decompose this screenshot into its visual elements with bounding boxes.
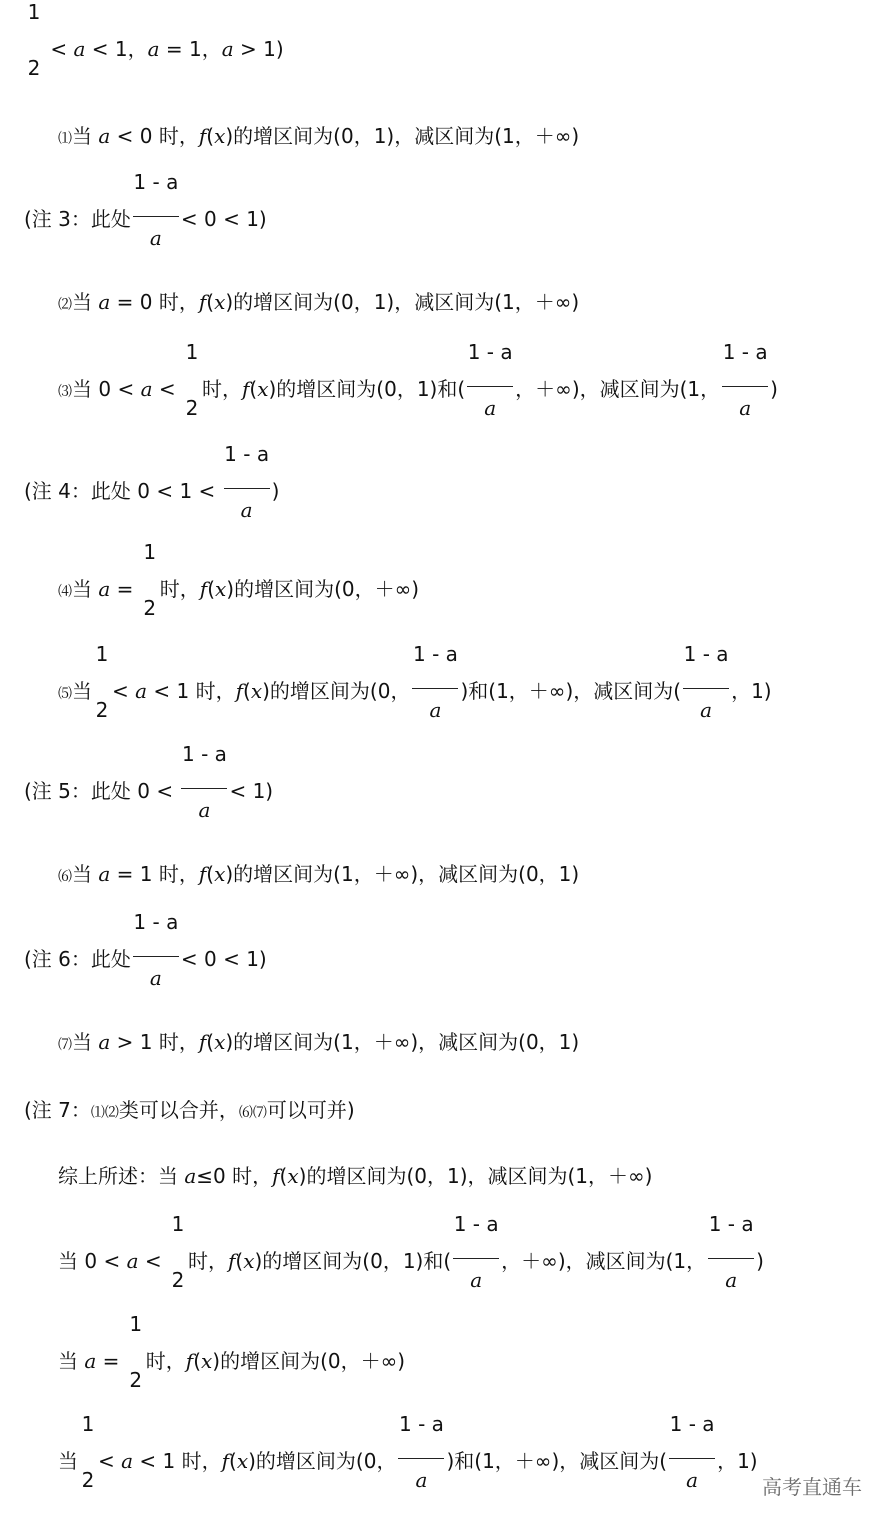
case-1: ⑴当 a < 0 时，f(x)的增区间为(0，1)，减区间为(1，＋∞) [58, 124, 580, 148]
note-text: < 0 < 1) [180, 947, 267, 971]
interval-text: ，＋∞)，减区间为(1， [515, 377, 721, 401]
fraction-denominator: a [149, 966, 162, 990]
fraction-denominator: a [240, 498, 253, 522]
fraction-numerator: 1 - a [467, 340, 513, 364]
case-text: < [152, 377, 182, 401]
fraction-denominator: a [739, 396, 752, 420]
case-7: ⑺当 a > 1 时，f(x)的增区间为(1，＋∞)，减区间为(0，1) [58, 1030, 580, 1054]
fraction-numerator: 1 [185, 340, 199, 364]
case-text: = 0 时， [110, 290, 199, 314]
variable-a: a [135, 679, 148, 703]
inequality-text: = 1， [159, 37, 222, 61]
case-5: ⑸当 1 2 < a < 1 时，f(x)的增区间为(0， $\frac{1 - a}{a}$ )和(1，＋∞)，减区间为( $\frac{1 - a}{a}$ ，1) [58, 642, 772, 722]
summary-text: ≤0 时， [196, 1164, 273, 1188]
fraction-numerator: 1 - a [722, 340, 768, 364]
interval-text: )和(1，＋∞)，减区间为( [460, 679, 682, 703]
fraction-denominator: 2 [27, 56, 41, 80]
case-label: ⑺ [58, 1037, 72, 1053]
note-text: (注 3：此处 [24, 207, 131, 231]
fraction-numerator: 1 [81, 1412, 95, 1436]
case-text: < 1 时， [147, 679, 236, 703]
function-f: f [185, 1349, 194, 1373]
variable-x: x [214, 124, 226, 148]
note-text: 可以可并) [266, 1098, 355, 1122]
function-f: f [198, 124, 207, 148]
variable-x: x [215, 577, 227, 601]
function-f: f [198, 1030, 207, 1054]
fraction-denominator: a [429, 698, 442, 722]
variable-x: x [214, 862, 226, 886]
fraction-numerator: 1 - a [399, 1412, 444, 1436]
fraction-one-minus-a-over-a [224, 442, 270, 522]
case-text: = [110, 577, 140, 601]
interval-text: ，1) [731, 679, 772, 703]
fraction-one-minus-a-over-a [467, 340, 513, 420]
fraction-denominator: a [149, 226, 162, 250]
interval-text: )的增区间为(0， [262, 679, 411, 703]
case-text: 时， [159, 577, 200, 601]
fraction-one-minus-a-over-a [683, 642, 729, 722]
summary-text: 当 [58, 1449, 78, 1473]
variable-a: a [184, 1164, 197, 1188]
fraction-denominator: a [686, 1468, 699, 1492]
interval-text: ，1) [717, 1449, 758, 1473]
summary-text: 综上所述：当 [58, 1164, 185, 1188]
fraction-one-minus-a-over-a [453, 1212, 499, 1292]
note-6 [24, 910, 267, 990]
note-text: ) [271, 479, 280, 503]
case-label: ⑹ [58, 869, 72, 885]
note-text: (注 5：此处 0 < [24, 779, 180, 803]
text-line-0 [24, 0, 284, 80]
fraction-numerator: 1 - a [181, 742, 227, 766]
fraction-numerator: 1 - a [708, 1212, 754, 1236]
fraction-one-minus-a-over-a [398, 1412, 444, 1492]
case-text: 当 [72, 124, 99, 148]
fraction-denominator: a [700, 698, 713, 722]
interval-text: )的增区间为(0，1)，减区间为(1，＋∞) [225, 124, 580, 148]
variable-x: x [257, 377, 269, 401]
note-3 [24, 170, 267, 250]
note-text: (注 6：此处 [24, 947, 131, 971]
fraction-denominator: a [415, 1468, 428, 1492]
interval-text: ) [770, 377, 778, 401]
interval-text: )的增区间为(0，1)和( [268, 377, 466, 401]
case-4: ⑷当 a = 1 2 时，f(x)的增区间为(0，＋∞) [58, 540, 420, 620]
case-text: > 1 时， [110, 1030, 199, 1054]
summary-text: 时， [187, 1249, 228, 1273]
case-text: < [112, 679, 136, 703]
interval-text: )的增区间为(0，1)和( [254, 1249, 452, 1273]
case-label: ⑹⑺ [238, 1105, 267, 1121]
function-f: f [235, 679, 244, 703]
variable-a: a [126, 1249, 139, 1273]
summary-text: < [138, 1249, 168, 1273]
case-label: ⑷ [58, 584, 72, 600]
variable-a: a [98, 290, 111, 314]
variable-a: a [98, 577, 111, 601]
inequality-text: < [50, 37, 74, 61]
fraction-numerator: 1 [27, 0, 41, 24]
summary-case-2: 当 0 < a < 1 2 时，f(x)的增区间为(0，1)和( $\frac{1 - a}{a}$ ，＋∞)，减区间为(1， $\frac{1 - a}{a}$ ) [58, 1212, 764, 1292]
interval-text: )的增区间为(0，＋∞) [226, 577, 420, 601]
fraction-numerator: 1 - a [669, 1412, 715, 1436]
variable-x: x [287, 1164, 299, 1188]
variable-a: a [98, 862, 111, 886]
function-f: f [198, 290, 207, 314]
fraction-one-half [184, 340, 200, 420]
note-7 [24, 1100, 355, 1120]
variable-x: x [214, 1030, 226, 1054]
variable-a: a [98, 1030, 111, 1054]
fraction-one-minus-a-over-a [412, 642, 458, 722]
fraction-denominator: 2 [143, 596, 157, 620]
interval-text: )的增区间为(1，＋∞)，减区间为(0，1) [225, 862, 580, 886]
case-label: ⑸ [58, 686, 72, 702]
function-f: f [198, 862, 207, 886]
fraction-one-minus-a-over-a [133, 910, 179, 990]
fraction-denominator: a [725, 1268, 738, 1292]
inequality-text: > 1) [233, 37, 284, 61]
summary-case-4: 当 1 2 < a < 1 时，f(x)的增区间为(0， $\frac{1 - a}{a}$ )和(1，＋∞)，减区间为( $\frac{1 - a}{a}$ ，1) [58, 1412, 758, 1492]
summary-text: 当 [58, 1349, 85, 1373]
case-6: ⑹当 a = 1 时，f(x)的增区间为(1，＋∞)，减区间为(0，1) [58, 862, 580, 886]
summary-case-1: 综上所述：当 a≤0 时，f(x)的增区间为(0，1)，减区间为(1，＋∞) [58, 1164, 653, 1188]
case-2: ⑵当 a = 0 时，f(x)的增区间为(0，1)，减区间为(1，＋∞) [58, 290, 580, 314]
summary-text: = [96, 1349, 126, 1373]
fraction-denominator: 2 [185, 396, 199, 420]
summary-text: 当 0 < [58, 1249, 127, 1273]
fraction-numerator: 1 - a [453, 1212, 499, 1236]
fraction-denominator: a [484, 396, 497, 420]
case-label: ⑵ [58, 297, 72, 313]
fraction-one-half [170, 1212, 186, 1292]
fraction-numerator: 1 [129, 1312, 143, 1336]
fraction-numerator: 1 - a [224, 442, 270, 466]
variable-x: x [201, 1349, 213, 1373]
note-text: (注 4：此处 0 < 1 < [24, 479, 222, 503]
interval-text: ) [756, 1249, 764, 1273]
interval-text: )的增区间为(0，＋∞) [212, 1349, 406, 1373]
fraction-numerator: 1 - a [133, 910, 179, 934]
fraction-one-half [128, 1312, 144, 1392]
fraction-numerator: 1 [171, 1212, 185, 1236]
fraction-one-minus-a-over-a [708, 1212, 754, 1292]
inequality-text: < 1， [85, 37, 148, 61]
fraction-numerator: 1 [95, 642, 109, 666]
variable-x: x [250, 679, 263, 703]
summary-text: < [98, 1449, 122, 1473]
interval-text: )和(1，＋∞)，减区间为( [446, 1449, 668, 1473]
variable-a: a [121, 1449, 134, 1473]
fraction-denominator: a [198, 798, 211, 822]
fraction-one-half [80, 1412, 96, 1492]
fraction-one-half [94, 642, 110, 722]
fraction-one-half [26, 0, 42, 80]
fraction-numerator: 1 - a [133, 170, 179, 194]
note-text: 类可以合并， [118, 1098, 239, 1122]
case-label: ⑴⑵ [90, 1105, 119, 1121]
watermark: 高考直通车 [762, 1475, 862, 1499]
fraction-denominator: 2 [95, 698, 109, 722]
fraction-denominator: 2 [129, 1368, 143, 1392]
interval-text: )的增区间为(0，1)，减区间为(1，＋∞) [225, 290, 580, 314]
interval-text: )的增区间为(0，1)，减区间为(1，＋∞) [298, 1164, 653, 1188]
function-f: f [227, 1249, 236, 1273]
fraction-denominator: 2 [81, 1468, 95, 1492]
variable-a: a [73, 37, 86, 61]
note-5 [24, 742, 274, 822]
fraction-numerator: 1 - a [683, 642, 729, 666]
note-4 [24, 442, 280, 522]
function-f: f [241, 377, 250, 401]
interval-text: ，＋∞)，减区间为(1， [501, 1249, 707, 1273]
variable-a: a [221, 37, 234, 61]
note-text: < 0 < 1) [180, 207, 267, 231]
case-3: ⑶当 0 < a < 1 2 时，f(x)的增区间为(0，1)和( $\frac{1 - a}{a}$ ，＋∞)，减区间为(1， $\frac{1 - a}{a}$ ) [58, 340, 778, 420]
fraction-denominator: a [470, 1268, 483, 1292]
case-label: ⑴ [58, 131, 72, 147]
summary-text: 时， [145, 1349, 186, 1373]
function-f: f [272, 1164, 280, 1188]
case-text: 当 [72, 679, 92, 703]
variable-a: a [98, 124, 111, 148]
case-text: 当 [72, 1030, 99, 1054]
fraction-denominator: 2 [171, 1268, 185, 1292]
case-text: < 0 时， [110, 124, 199, 148]
fraction-one-minus-a-over-a [669, 1412, 715, 1492]
note-text: < 1) [229, 779, 274, 803]
case-label: ⑶ [58, 384, 72, 400]
variable-x: x [243, 1249, 255, 1273]
interval-text: )的增区间为(0， [248, 1449, 397, 1473]
case-text: 当 0 < [72, 377, 141, 401]
variable-a: a [140, 377, 153, 401]
summary-text: < 1 时， [133, 1449, 222, 1473]
variable-x: x [236, 1449, 249, 1473]
fraction-one-minus-a-over-a [133, 170, 179, 250]
interval-text: )的增区间为(1，＋∞)，减区间为(0，1) [225, 1030, 580, 1054]
fraction-one-minus-a-over-a [181, 742, 227, 822]
note-text: (注 7： [24, 1098, 91, 1122]
case-text: = 1 时， [110, 862, 199, 886]
fraction-one-half [142, 540, 158, 620]
function-f: f [199, 577, 208, 601]
variable-x: x [214, 290, 226, 314]
variable-a: a [84, 1349, 97, 1373]
case-text: 当 [72, 862, 99, 886]
variable-a: a [147, 37, 160, 61]
summary-case-3: 当 a = 1 2 时，f(x)的增区间为(0，＋∞) [58, 1312, 406, 1392]
function-f: f [221, 1449, 230, 1473]
case-text: 时， [201, 377, 242, 401]
case-text: 当 [72, 577, 99, 601]
fraction-numerator: 1 - a [413, 642, 458, 666]
fraction-one-minus-a-over-a [722, 340, 768, 420]
fraction-numerator: 1 [143, 540, 157, 564]
case-text: 当 [72, 290, 99, 314]
